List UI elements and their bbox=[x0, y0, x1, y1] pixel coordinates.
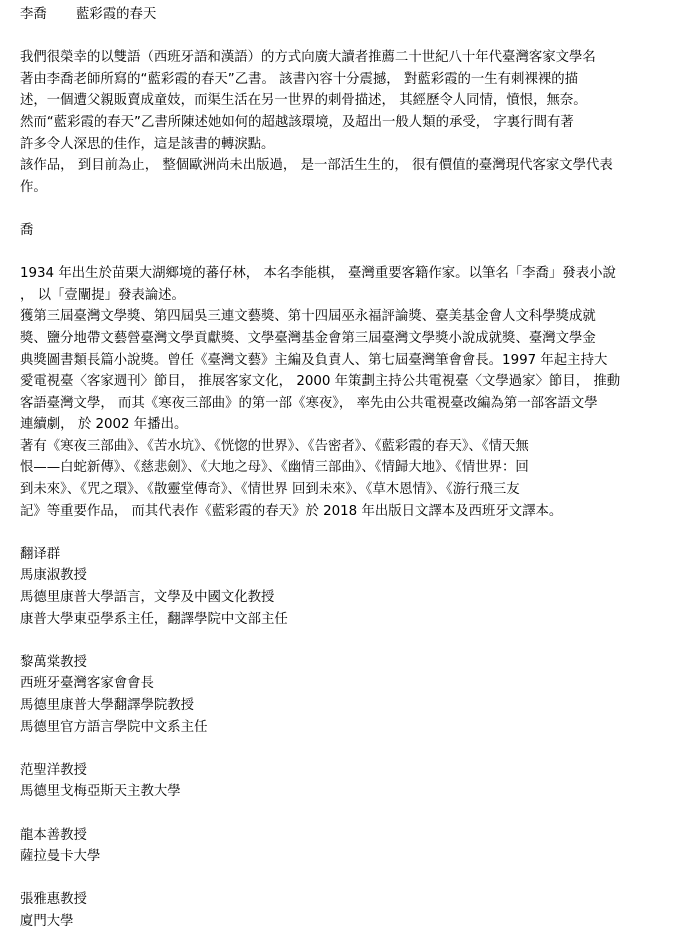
translator-name: 范聖洋教授 bbox=[20, 762, 87, 778]
spacer bbox=[20, 630, 692, 652]
bio-line: 連續劇， 於 2002 年播出。 bbox=[20, 417, 188, 433]
intro-paragraph bbox=[20, 47, 692, 198]
spacer bbox=[20, 522, 692, 544]
translator-affiliation: 廈門大學 bbox=[20, 913, 74, 929]
book-title: 藍彩霞的春天 bbox=[76, 7, 157, 22]
translator-affiliation: 馬德里官方語言學院中文系主任 bbox=[20, 719, 208, 735]
translator-name: 張雅惠教授 bbox=[20, 892, 87, 908]
intro-line: 著由李喬老師所寫的“藍彩霞的春天”乙書。 該書內容十分震撼， 對藍彩霞的一生有刺裸裸的描 bbox=[20, 71, 579, 87]
intro-line: 許多令人深思的佳作，這是該書的轉淚點。 bbox=[20, 136, 275, 152]
translator-group bbox=[20, 565, 692, 630]
author-section-heading: 喬 bbox=[20, 222, 34, 238]
translator-name: 龍本善教授 bbox=[20, 827, 87, 843]
bio-line: 記》等重要作品， 而其代表作《藍彩霞的春天》於 2018 年出版日文譯本及西班牙文譯本。 bbox=[20, 503, 563, 519]
translator-affiliation: 馬德里戈梅亞斯天主教大學 bbox=[20, 784, 181, 800]
bio-line: 愛電視臺〈客家週刊〉節目， 推展客家文化， 2000 年策劃主持公共電視臺〈文學過家〉節目， 推動 bbox=[20, 374, 621, 390]
intro-line: 然而“藍彩霞的春天”乙書所陳述她如何的超越該環境，及超出一般人類的承受， 字裏行間有著 bbox=[20, 114, 574, 130]
translator-name: 馬康淑教授 bbox=[20, 568, 87, 584]
bio-line: ， 以「壹闡提」發表論述。 bbox=[20, 287, 185, 303]
translator-group bbox=[20, 889, 692, 932]
spacer bbox=[20, 803, 692, 825]
spacer bbox=[20, 242, 692, 264]
translator-affiliation: 馬德里康普大學語言，文學及中國文化教授 bbox=[20, 590, 275, 606]
intro-line: 作。 bbox=[20, 179, 47, 195]
spacer bbox=[20, 26, 692, 48]
intro-line: 該作品， 到目前為止， 整個歐洲尚未出版過， 是一部活生生的， 很有價值的臺灣現代客家文學代表 bbox=[20, 158, 613, 174]
translator-group bbox=[20, 825, 692, 868]
translator-group bbox=[20, 760, 692, 803]
spacer bbox=[20, 868, 692, 890]
translator-name: 黎萬棠教授 bbox=[20, 654, 87, 670]
spacer bbox=[20, 198, 692, 220]
document-page bbox=[20, 4, 692, 933]
intro-line: 我們很榮幸的以雙語（西班牙語和漢語）的方式向廣大讀者推薦二十世紀八十年代臺灣客家文學名 bbox=[20, 50, 596, 66]
translators-heading: 翻译群 bbox=[20, 546, 61, 562]
bio-line: 獲第三屆臺灣文學獎、第四屆吳三連文藝獎、第十四屆巫永福評論獎、臺美基金會人文科學獎成就 bbox=[20, 309, 596, 325]
spacer bbox=[20, 738, 692, 760]
translator-affiliation: 馬德里康普大學翻譯學院教授 bbox=[20, 698, 195, 713]
bio-line: 1934 年出生於苗栗大湖鄉境的蕃仔林， 本名李能棋， 臺灣重要客籍作家。以筆名「李喬」發表小說 bbox=[20, 266, 616, 282]
document-header bbox=[20, 4, 692, 26]
bio-line: 典獎圖書類長篇小說獎。曾任《臺灣文藝》主編及負責人、第七屆臺灣筆會會長。1997 年起主持大 bbox=[20, 352, 608, 368]
bio-line: 獎、鹽分地帶文藝營臺灣文學貢獻獎、文學臺灣基金會第三屆臺灣文學獎小說成就獎、臺灣文學金 bbox=[20, 330, 596, 346]
bio-line: 到未來》、《咒之環》、《散靈堂傳奇》、《情世界 回到未來》、《草木恩情》、《游行飛三友 bbox=[20, 482, 520, 498]
author-name: 李喬 bbox=[20, 7, 47, 22]
bio-line: 恨——白蛇新傳》、《慈悲劍》、《大地之母》、《幽情三部曲》、《情歸大地》、《情世界：回 bbox=[20, 460, 529, 476]
translator-affiliation: 康普大學東亞學系主任，翻譯學院中文部主任 bbox=[20, 611, 288, 627]
author-bio bbox=[20, 263, 692, 522]
intro-line: 述，一個遭父親販賣成童妓，而渠生活在另一世界的刺骨描述， 其經歷令人同情，憤恨，無奈。 bbox=[20, 93, 587, 109]
translator-affiliation: 薩拉曼卡大學 bbox=[20, 849, 101, 865]
bio-line: 著有《寒夜三部曲》、《苦水坑》、《恍惚的世界》、《告密者》、《藍彩霞的春天》、《情天無 bbox=[20, 438, 529, 454]
translator-affiliation: 西班牙臺灣客家會會長 bbox=[20, 676, 154, 692]
translator-group bbox=[20, 652, 692, 738]
bio-line: 客語臺灣文學， 而其《寒夜三部曲》的第一部《寒夜》， 率先由公共電視臺改編為第一部客語文學 bbox=[20, 395, 598, 411]
